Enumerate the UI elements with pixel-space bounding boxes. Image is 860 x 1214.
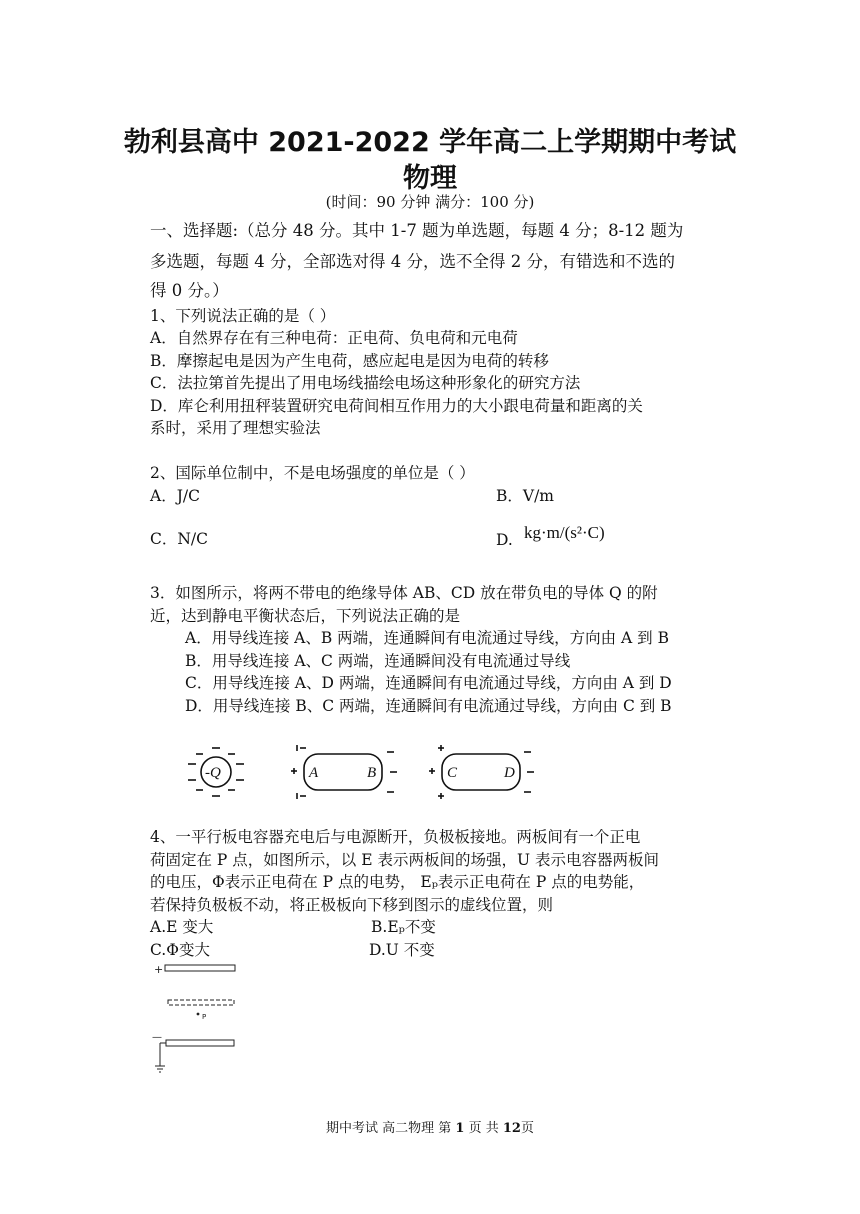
q1-option-d-line1: D．库仑利用扭秤装置研究电荷间相互作用力的大小跟电荷量和距离的关 xyxy=(150,397,643,415)
q4-stem-line2: 荷固定在 P 点，如图所示，以 E 表示两板间的场强，U 表示电容器两板间 xyxy=(150,851,659,869)
q3-figure-label-c: C xyxy=(447,765,458,781)
exam-title: 勃利县高中 2021-2022 学年高二上学期期中考试 xyxy=(123,127,737,158)
page-footer xyxy=(0,1117,860,1136)
q1-option-a: A．自然界存在有三种电荷：正电荷、负电荷和元电荷 xyxy=(150,329,518,347)
footer-total-pages: 12 xyxy=(502,1121,521,1136)
subject-title: 物理 xyxy=(403,163,457,194)
q4-figure-point-p: P xyxy=(202,1013,207,1021)
section-instructions-line3: 得 0 分。） xyxy=(150,281,229,300)
q3-stem-line1: 3．如图所示，将两不带电的绝缘导体 AB、CD 放在带负电的导体 Q 的附 xyxy=(150,584,658,602)
q4-option-a: A.E 变大 xyxy=(150,918,214,936)
q4-stem-line1: 4、一平行板电容器充电后与电源断开，负极板接地。两板间有一个正电 xyxy=(150,828,641,846)
section-instructions-line2: 多选题，每题 4 分，全部选对得 4 分，选不全得 2 分，有错选和不选的 xyxy=(150,252,675,271)
q4-figure-minus: — xyxy=(152,1032,162,1043)
q2-option-d-formula: kg·m/(s²·C) xyxy=(524,523,605,542)
q3-conductors-figure xyxy=(180,740,540,805)
q2-option-d-label: D. xyxy=(496,531,513,549)
footer-middle: 页 共 xyxy=(464,1121,503,1136)
q3-stem-line2: 近，达到静电平衡状态后，下列说法正确的是 xyxy=(150,607,461,625)
q1-stem: 1、下列说法正确的是（ ） xyxy=(150,307,336,325)
q4-stem-line4: 若保持负极板不动，将正极板向下移到图示的虚线位置，则 xyxy=(150,896,554,914)
q1-option-c: C．法拉第首先提出了用电场线描绘电场这种形象化的研究方法 xyxy=(150,374,581,392)
q1-option-d-line2: 系时，采用了理想实验法 xyxy=(150,419,321,437)
q4-stem-line3: 的电压，Φ表示正电荷在 P 点的电势， Eₚ表示正电荷在 P 点的电势能， xyxy=(150,873,645,891)
q4-option-c: C.Φ变大 xyxy=(150,941,210,959)
q1-option-b: B．摩擦起电是因为产生电荷，感应起电是因为电荷的转移 xyxy=(150,352,549,370)
section-instructions-line1: 一、选择题:（总分 48 分。其中 1-7 题为单选题，每题 4 分；8-12 题为 xyxy=(150,221,684,240)
q3-option-b: B．用导线连接 A、C 两端，连通瞬间没有电流通过导线 xyxy=(185,652,571,670)
q2-option-c: C．N/C xyxy=(150,530,209,548)
q3-figure-label-d: D xyxy=(504,765,515,781)
footer-prefix: 期中考试 高二物理 第 xyxy=(326,1121,456,1136)
q3-option-a: A．用导线连接 A、B 两端，连通瞬间有电流通过导线，方向由 A 到 B xyxy=(185,629,669,647)
q4-capacitor-figure xyxy=(148,960,248,1085)
q4-figure-plus: + xyxy=(154,963,164,976)
q2-option-b: B．V/m xyxy=(496,487,555,505)
q2-option-a: A．J/C xyxy=(150,487,200,505)
q4-option-d: D.U 不变 xyxy=(369,941,435,959)
exam-meta: (时间：90 分钟 满分：100 分) xyxy=(325,193,535,211)
q4-option-b: B.Eₚ不变 xyxy=(371,918,436,936)
footer-suffix: 页 xyxy=(520,1121,534,1136)
footer-page-number: 1 xyxy=(455,1121,465,1136)
q3-figure-label-q: -Q xyxy=(205,765,221,781)
q2-stem: 2、国际单位制中，不是电场强度的单位是（ ） xyxy=(150,464,475,482)
q3-option-d: D．用导线连接 B、C 两端，连通瞬间有电流通过导线，方向由 C 到 B xyxy=(185,697,672,715)
q3-figure-label-b: B xyxy=(367,765,377,781)
q3-figure-label-a: A xyxy=(309,765,319,781)
q3-option-c: C．用导线连接 A、D 两端，连通瞬间有电流通过导线，方向由 A 到 D xyxy=(185,674,672,692)
